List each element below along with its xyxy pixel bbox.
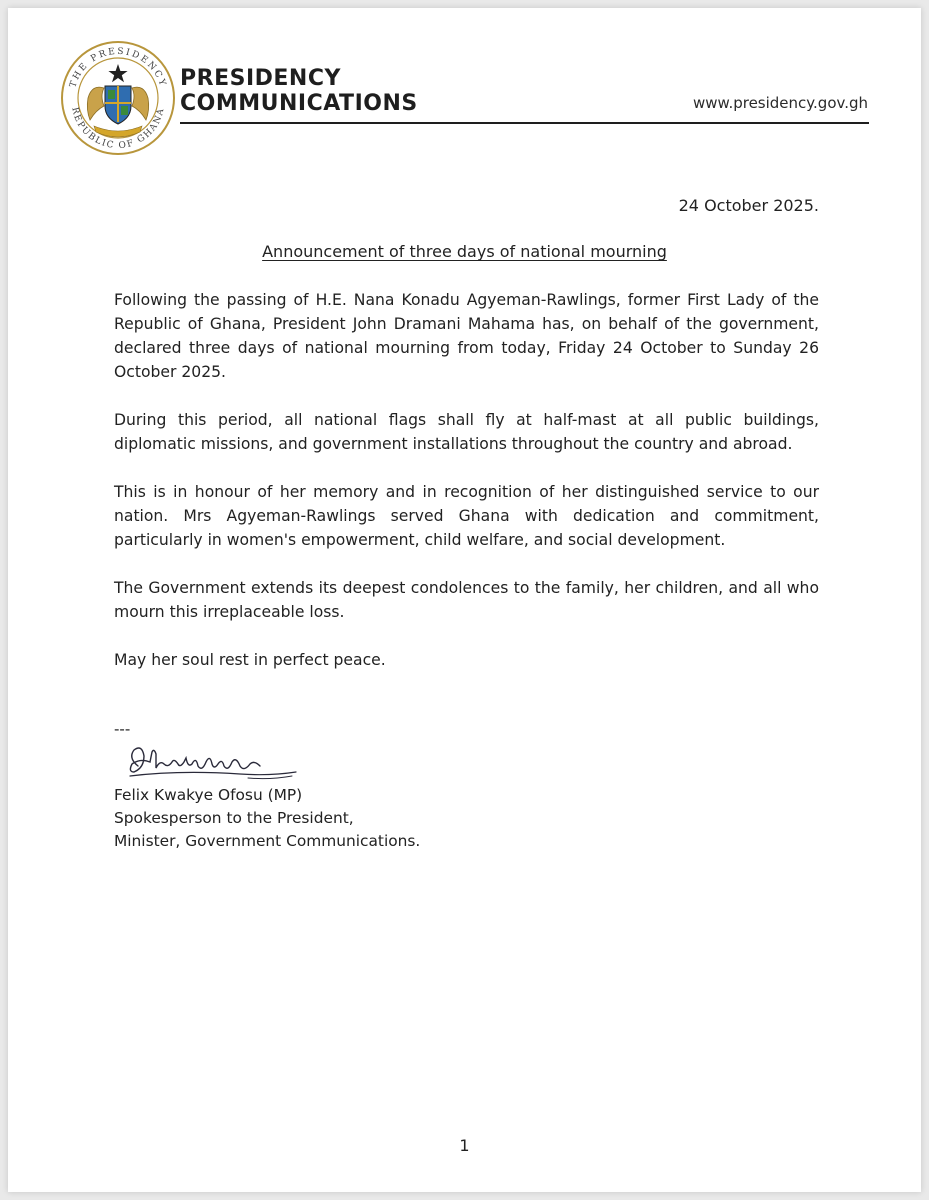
document-page: [8, 8, 921, 1192]
paragraph: May her soul rest in perfect peace.: [114, 651, 386, 669]
header-divider: [180, 122, 869, 124]
signatory-role: Spokesperson to the President,: [114, 809, 354, 827]
brand-line-1: PRESIDENCY: [180, 66, 341, 91]
brand-wordmark: [180, 66, 418, 116]
signature-separator: ---: [114, 720, 131, 738]
signatory-role: Minister, Government Communications.: [114, 832, 421, 850]
signatory-block: [114, 784, 420, 853]
document-body: [114, 288, 819, 696]
handwritten-signature: [120, 738, 300, 788]
brand-line-2: COMMUNICATIONS: [180, 91, 418, 116]
paragraph: The Government extends its deepest condolences to the family, her children, and all who mourn this irreplaceable loss.: [114, 579, 819, 621]
signatory-name: Felix Kwakye Ofosu (MP): [114, 786, 303, 804]
seal-bottom-text: REPUBLIC OF GHANA: [69, 106, 167, 152]
seal-top-text: THE PRESIDENCY: [68, 46, 168, 89]
website-link[interactable]: www.presidency.gov.gh: [693, 94, 868, 112]
coat-of-arms-seal: [60, 40, 176, 156]
document-title: Announcement of three days of national mourning: [262, 242, 667, 261]
paragraph: During this period, all national flags shall fly at half-mast at all public buildings, diplomatic missions, and government installations throughout the country and abroad.: [114, 411, 819, 453]
document-date: 24 October 2025.: [678, 196, 819, 215]
page-number: 1: [459, 1136, 470, 1155]
paragraph: This is in honour of her memory and in recognition of her distinguished service to our nation. Mrs Agyeman-Rawlings served Ghana with dedication and commitment, particularly in women's empowerment, child welfare, and social development.: [114, 483, 819, 549]
paragraph: Following the passing of H.E. Nana Konadu Agyeman-Rawlings, former First Lady of the Republic of Ghana, President John Dramani Mahama has, on behalf of the government, declared three days of national mourning from today, Friday 24 October to Sunday 26 October 2025.: [114, 291, 819, 381]
